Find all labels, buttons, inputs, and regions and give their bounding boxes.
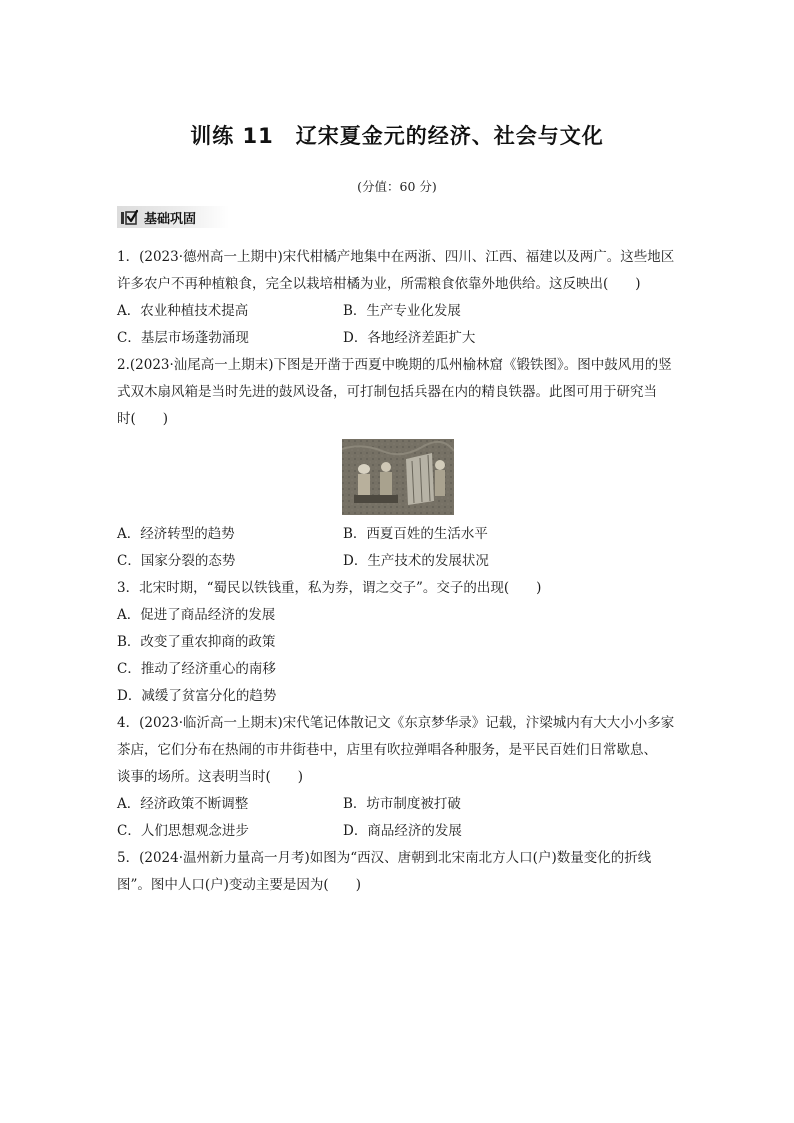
question-5 (117, 845, 679, 899)
checkbox-icon (120, 209, 138, 225)
question-4 (117, 710, 679, 845)
option-b: B．生产专业化发展 (343, 303, 461, 319)
question-stem-line: 4．(2023·临沂高一上期末)宋代笔记体散记文《东京梦华录》记载，汴梁城内有大大小小多家 (117, 715, 675, 731)
question-1 (117, 244, 679, 352)
option-d: D．各地经济差距扩大 (343, 330, 476, 346)
question-stem-line: 5．(2024·温州新力量高一月考)如图为“西汉、唐朝到北宋南北方人口(户)数量变化的折线 (117, 850, 652, 866)
option-c: C．推动了经济重心的南移 (117, 661, 276, 677)
question-2 (117, 352, 679, 575)
question-3 (117, 575, 679, 710)
section-label: 基础巩固 (144, 212, 197, 227)
option-b: B．坊市制度被打破 (343, 796, 461, 812)
question-stem-line: 图”。图中人口(户)变动主要是因为( ) (117, 877, 361, 893)
title-text: 辽宋夏金元的经济、社会与文化 (295, 124, 604, 148)
option-c: C．基层市场蓬勃涌现 (117, 330, 249, 346)
question-list (117, 244, 679, 899)
question-stem-line: 谈事的场所。这表明当时( ) (117, 769, 304, 785)
option-a: A．经济政策不断调整 (117, 796, 249, 812)
option-list (117, 298, 679, 352)
option-list (117, 602, 679, 710)
option-c: C．人们思想观念进步 (117, 823, 249, 839)
section-header (117, 206, 229, 228)
question-stem-line: 1．(2023·德州高一上期中)宋代柑橘产地集中在两浙、四川、江西、福建以及两广。这些地区 (117, 249, 675, 265)
option-d: D．商品经济的发展 (343, 823, 462, 839)
option-a: A．经济转型的趋势 (117, 526, 235, 542)
forging-mural-image (342, 439, 454, 515)
option-d: D．生产技术的发展状况 (343, 553, 489, 569)
option-list (117, 521, 679, 575)
option-list (117, 791, 679, 845)
option-c: C．国家分裂的态势 (117, 553, 236, 569)
page-title (0, 120, 794, 150)
question-stem-line: 式双木扇风箱是当时先进的鼓风设备，可打制包括兵器在内的精良铁器。此图可用于研究当 (117, 384, 657, 400)
question-stem-line: 3．北宋时期，“蜀民以铁钱重，私为券，谓之交子”。交子的出现( ) (117, 580, 542, 596)
option-a: A．农业种植技术提高 (117, 303, 249, 319)
question-stem-line: 2.(2023·汕尾高一上期末)下图是开凿于西夏中晚期的瓜州榆林窟《锻铁图》。图中鼓风用的竖 (117, 357, 672, 373)
option-b: B．西夏百姓的生活水平 (343, 526, 488, 542)
score-note: (分值：60 分) (357, 179, 437, 194)
question-stem-line: 许多农户不再种植粮食，完全以栽培柑橘为业，所需粮食依靠外地供给。这反映出( ) (117, 276, 641, 292)
option-a: A．促进了商品经济的发展 (117, 607, 276, 623)
question-stem-line: 茶店，它们分布在热闹的市井街巷中，店里有吹拉弹唱各种服务，是平民百姓们日常歇息、 (117, 742, 657, 758)
option-d: D．减缓了贫富分化的趋势 (117, 688, 277, 704)
title-number: 训练 11 (190, 124, 274, 148)
option-b: B．改变了重农抑商的政策 (117, 634, 276, 650)
question-stem-line: 时( ) (117, 411, 169, 427)
